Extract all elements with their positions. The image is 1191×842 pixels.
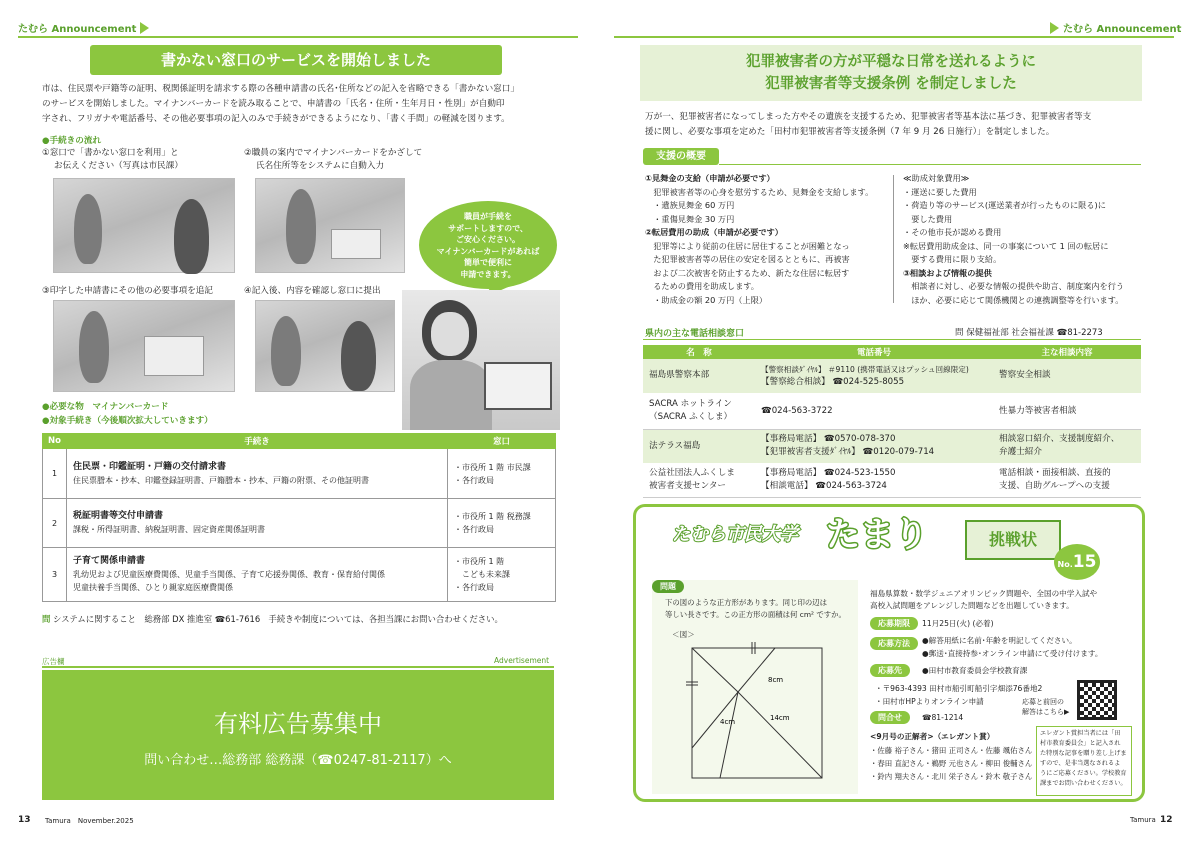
- left-contact: 問 システムに関すること 総務部 DX 推進室 ☎61-7616 手続きや制度については、各担当課にお問い合わせください。: [42, 614, 503, 624]
- staff-portrait-photo: [402, 290, 560, 430]
- support-left-column: ①見舞金の支給（申請が必要です） 犯罪被害者等の心身を慰労するため、見舞金を支給します。 ・遺族見舞金 60 万円 ・重傷見舞金 30 万円 ②転居費用の助成（申請が必要です） 犯罪等により従前の住居に居住することが困難となっ た犯罪被害者等の居住の安定を図るとともに、再被害 および二次被害を防止するため、新たな住居に転居す るための費用を助成します。 ・助成金の額 20 万円（上限）: [645, 173, 874, 305]
- quiz-description: 福島県算数・数学ジュニアオリンピック問題や、全国の中学入試や 高校入試問題をアレンジした問題などを出題していきます。: [870, 589, 1098, 610]
- right-title-box: 犯罪被害者の方が平穏な日常を送れるように 犯罪被害者等支援条例 を制定しました: [640, 45, 1142, 101]
- destination-office: ●田村市教育委員会学校教育課: [922, 666, 1028, 675]
- header-arrow-icon: [1050, 22, 1059, 34]
- ad-rule: [42, 666, 554, 668]
- right-intro: 万が一、犯罪被害者になってしまった方やその遺族を支援するため、犯罪被害者等基本法に基づき、犯罪被害者等支 援に関し、必要な事項を定めた「田村市犯罪被害者等支援条例（7 年 9 月 26 日施行）」を制定しました。: [645, 112, 1092, 137]
- dim-14cm: 14cm: [770, 714, 790, 722]
- qr-code[interactable]: [1077, 680, 1117, 720]
- inquiry-icon: 問: [42, 614, 51, 624]
- elegant-prize-note: エレガント賞担当者には「田 村市教育委員会」と記入され た特別な記事を贈り差し上げま すので、是非当選なされるよ うにご応募ください。学校教育 課までお問い合わせください。: [1036, 726, 1132, 796]
- dim-8cm: 8cm: [768, 676, 784, 684]
- destination-address: ・〒963-4393 田村市船引町船引字畑添76番地2 ・田村市HPよりオンライン申請: [875, 684, 1043, 706]
- problem-text: 下の図のような正方形があります。同じ印の辺は 等しい長さです。この正方形の面積は何 cm² ですか。: [665, 598, 846, 619]
- method-label: 応募方法: [870, 637, 918, 650]
- header-arrow-icon: [140, 22, 149, 34]
- procedures-table: [42, 433, 556, 602]
- problem-label: 問題: [652, 580, 684, 593]
- tel-rule: [643, 339, 1141, 340]
- left-intro: 市は、住民票や戸籍等の証明、税関係証明を請求する際の各種申請書の氏名･住所などの記入を省略できる「書かない窓口」 のサービスを開始しました。マイナンバーカードを読み取ることで、申請書の「氏名・住所・生年月日・性別」が自動印 字され、フリガナや電話番号、その他必要事項の記入のみで手続きができるようになり、「書く手間」の軽減を図ります。: [42, 84, 519, 124]
- step-1-caption: ①窓口で「書かない窓口を利用」と お伝えください（写真は市民課）: [42, 148, 183, 171]
- left-header-tag: [18, 20, 149, 35]
- left-header-text: たむら Announcement: [18, 24, 137, 35]
- table-row: 2 税証明書等交付申請書 課税・所得証明書、納税証明書、固定資産関係証明書 ・市役所 1 階 税務課 ・各行政局: [43, 499, 556, 548]
- table-row: 1 住民票・印鑑証明・戸籍の交付請求書 住民票謄本・抄本、印鑑登録証明書、戸籍謄本・抄本、戸籍の附票、その他証明書 ・市役所 1 階 市民課 ・各行政局: [43, 449, 556, 499]
- table-row: 福島県警察本部 【警察相談ﾀﾞｲﾔﾙ】 ＃9110 (携帯電話又はプッシュ回線限定) 【警察総合相談】 ☎024-525-8055 警察安全相談: [643, 359, 1141, 393]
- support-divider: [893, 175, 894, 303]
- ad-title: 有料広告募集中: [214, 710, 382, 738]
- table-row: 3 子育て関係申請書 乳幼児および児童医療費関係、児童手当関係、子育て応援券関係、教育・保育給付関係 児童扶養手当関係、ひとり親家庭医療費関係 ・市役所 1 階 こども未来課 ・各行政局: [43, 548, 556, 602]
- quiz-logo: たむら市民大学: [672, 524, 798, 545]
- dim-4cm: 4cm: [720, 718, 736, 726]
- support-rule: [719, 164, 1141, 165]
- step-3-caption: ③印字した申請書にその他の必要事項を追記: [42, 286, 213, 296]
- step-4-photo: [255, 300, 395, 392]
- phone-consultation-table: [643, 345, 1141, 498]
- ad-label-en: Advertisement: [494, 656, 550, 665]
- left-footer: Tamura November.2025: [45, 817, 134, 825]
- ad-label: 広告欄: [42, 657, 65, 666]
- ad-subtitle: 問い合わせ…総務部 総務課（☎0247-81-2117）へ: [144, 753, 452, 768]
- deadline-label: 応募期限: [870, 617, 918, 630]
- table-row: 法テラス福島 【事務局電話】 ☎0570-078-370 【犯罪被害者支援ﾀﾞｲﾔﾙ】 ☎0120-079-714 相談窓口紹介、支援制度紹介、 弁護士紹介: [643, 429, 1141, 463]
- winners-title: <9月号の正解者>（エレガント賞）: [870, 732, 995, 741]
- step-3-photo: [53, 300, 235, 392]
- left-header-rule: [18, 36, 578, 38]
- contact-label: 問合せ: [870, 711, 910, 724]
- target-procedures: ●対象手続き（今後順次拡大していきます）: [42, 416, 213, 426]
- tel-heading: 県内の主な電話相談窓口: [645, 329, 745, 339]
- right-footer: Tamura: [1130, 816, 1156, 824]
- tel-header-row: 名 称 電話番号 主な相談内容: [643, 345, 1141, 359]
- table-row: 公益社団法人ふくしま 被害者支援センター 【事務局電話】 ☎024-523-1550 【相談電話】 ☎024-563-3724 電話相談・面接相談、直接的 支援、自助グループへの支援: [643, 463, 1141, 497]
- right-page-number: 12: [1160, 815, 1173, 825]
- right-header-tag: [1050, 20, 1181, 35]
- method-value: ●解答用紙に名前･年齢を明記してください。 ●郵送･直接持参･オンライン申請にて受け付けます。: [922, 636, 1103, 658]
- step-2-photo: [255, 178, 405, 273]
- quiz-figure: [680, 640, 830, 790]
- ad-box[interactable]: [42, 670, 554, 800]
- support-heading: 支援の概要: [643, 148, 719, 165]
- qr-caption: 応募と前回の 解答はこちら▶: [1022, 698, 1070, 716]
- table-header-row: No 手続き 窓口: [43, 434, 556, 449]
- figure-label: ＜図＞: [672, 630, 695, 639]
- winners-list: ・佐藤 裕子さん・猪田 正司さん・佐藤 颯佑さん ・春田 直記さん・鵜野 元也さん・柳田 俊輔さん ・鈴内 翔夫さん・北川 栄子さん・鈴木 敬子さん: [870, 746, 1033, 781]
- left-page-number: 13: [18, 815, 31, 825]
- needed-items: ●必要な物 マイナンバーカード: [42, 402, 169, 412]
- challenge-scroll: 挑戦状: [965, 520, 1061, 560]
- step-4-caption: ④記入後、内容を確認し窓口に提出: [244, 286, 381, 296]
- destination-label: 応募先: [870, 664, 910, 677]
- right-header-text: たむら Announcement: [1063, 24, 1182, 35]
- deadline-value: 11月25日(火) (必着): [922, 619, 994, 628]
- contact-phone: ☎81-1214: [922, 713, 964, 722]
- flow-heading: ●手続きの流れ: [42, 136, 102, 146]
- step-1-photo: [53, 178, 235, 273]
- issue-number-badge: No.15: [1054, 544, 1100, 580]
- right-header-rule: [614, 36, 1174, 38]
- step-2-caption: ②職員の案内でマイナンバーカードをかざして 氏名住所等をシステムに自動入力: [244, 148, 423, 171]
- staff-speech-bubble: 職員が手続を サポートしますので、 ご安心ください。 マイナンバーカードがあれば 簡単で便利に 申請できます。: [417, 199, 559, 297]
- tel-contact: 問 保健福祉部 社会福祉課 ☎81-2273: [955, 328, 1103, 338]
- left-title: 書かない窓口のサービスを開始しました: [90, 45, 502, 75]
- quiz-logo-big: たまり: [826, 515, 928, 555]
- support-right-column: ≪助成対象費用≫ ・運送に要した費用 ・荷造り等のサービス(運送業者が行ったものに限る)に 要した費用 ・その他市長が認める費用 ※転居費用助成金は、同一の事案について 1 回の転居に 要する費用に限り支給。 ③相談および情報の提供 相談者に対し、必要な情報の提供や助言、制度案内を行う ほか、必要に応じて関係機関との連携調整等を行います。: [903, 173, 1125, 305]
- table-row: SACRA ホットライン （SACRA ふくしま） ☎024-563-3722 性暴力等被害者相談: [643, 393, 1141, 429]
